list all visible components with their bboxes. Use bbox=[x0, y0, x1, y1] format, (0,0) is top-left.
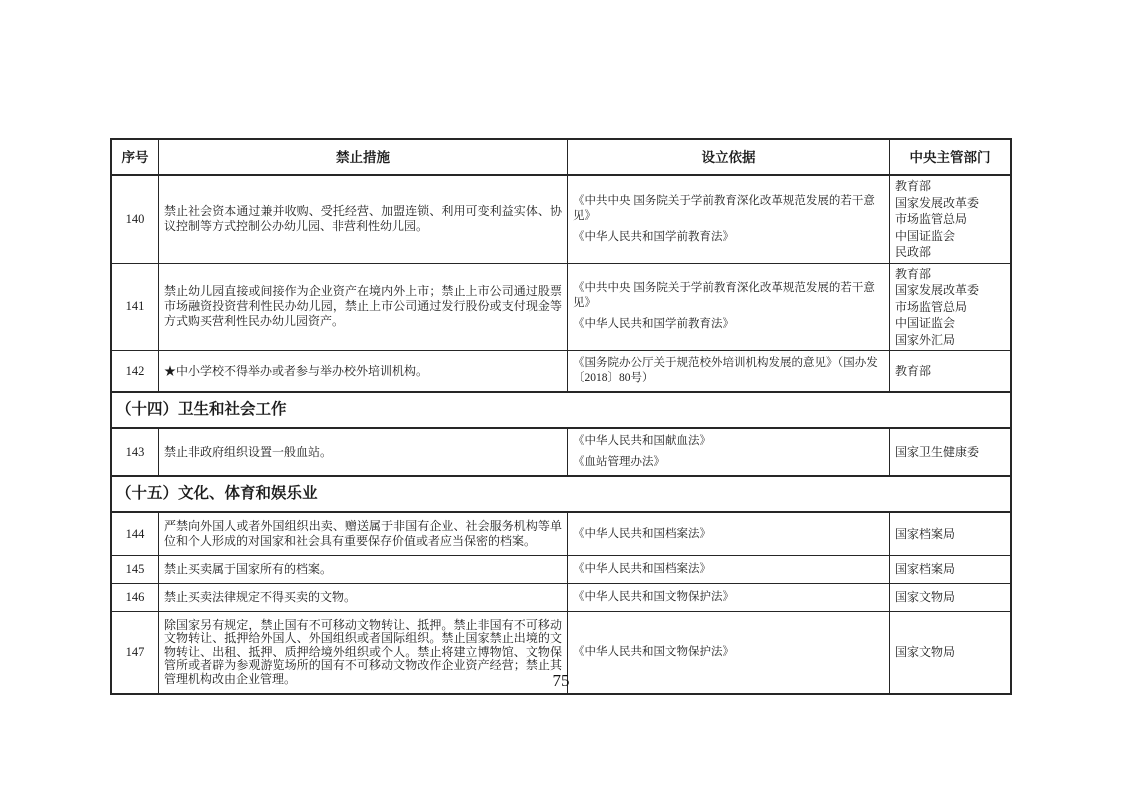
row-number: 142 bbox=[125, 363, 145, 378]
row-number: 145 bbox=[125, 562, 145, 576]
row-number: 146 bbox=[125, 590, 145, 604]
department-line: 中国证监会 bbox=[895, 228, 956, 243]
basis-line: 《中华人民共和国文物保护法》 bbox=[573, 646, 734, 658]
department-line: 国家档案局 bbox=[895, 562, 956, 577]
prohibition-measures-table bbox=[110, 138, 1012, 695]
table-row-142 bbox=[112, 350, 1010, 391]
department-line: 市场监管总局 bbox=[895, 299, 968, 314]
basis-cell bbox=[567, 351, 889, 391]
department-cell bbox=[889, 264, 1010, 351]
col-header-measure: 禁止措施 bbox=[158, 140, 567, 174]
department-cell bbox=[889, 584, 1010, 611]
col-header-basis: 设立依据 bbox=[567, 140, 889, 174]
row-number: 143 bbox=[125, 444, 145, 459]
department-cell bbox=[889, 556, 1010, 583]
department-line: 教育部 bbox=[895, 266, 932, 281]
measure-cell: 禁止买卖法律规定不得买卖的文物。 bbox=[158, 584, 567, 611]
basis-line: 《中华人民共和国档案法》 bbox=[573, 527, 711, 540]
table-row-146 bbox=[112, 583, 1010, 611]
basis-line: 《中共中央 国务院关于学前教育深化改革规范发展的若干意见》 bbox=[573, 282, 875, 310]
basis-line: 《血站管理办法》 bbox=[573, 456, 665, 468]
measure-cell: 禁止买卖属于国家所有的档案。 bbox=[158, 556, 567, 583]
department-line: 中国证监会 bbox=[895, 316, 956, 330]
department-cell bbox=[889, 513, 1010, 555]
table-row-143 bbox=[112, 427, 1010, 475]
row-number: 147 bbox=[125, 645, 145, 659]
table-row-140 bbox=[112, 174, 1010, 263]
measure-cell: 禁止非政府组织设置一般血站。 bbox=[158, 429, 567, 475]
basis-line: 《中华人民共和国献血法》 bbox=[573, 435, 711, 447]
department-line: 国家文物局 bbox=[895, 645, 956, 660]
department-line: 国家文物局 bbox=[895, 590, 956, 605]
department-cell bbox=[889, 351, 1010, 391]
department-line: 国家外汇局 bbox=[895, 332, 956, 347]
basis-cell bbox=[567, 556, 889, 583]
department-line: 市场监管总局 bbox=[895, 212, 968, 226]
section-header-row bbox=[112, 391, 1010, 427]
measure-cell: 除国家另有规定，禁止国有不可移动文物转让、抵押。禁止非国有不可移动文物转让、抵押给外国人、外国组织或者国际组织。禁止国家禁止出境的文物转让、出租、抵押、质押给境外组织或个人。禁止将建立博物馆、文物保管所或者辟为参观游览场所的国有不可移动文物改作企业资产经营；禁止其管理机构改由企业管理。 bbox=[158, 612, 567, 693]
department-cell bbox=[889, 176, 1010, 263]
basis-line: 《中共中央 国务院关于学前教育深化改革规范发展的若干意见》 bbox=[573, 194, 875, 222]
department-line: 教育部 bbox=[895, 179, 932, 193]
department-line: 民政部 bbox=[895, 245, 932, 259]
table-row-141 bbox=[112, 263, 1010, 351]
table-row-145 bbox=[112, 555, 1010, 583]
department-line: 教育部 bbox=[895, 363, 932, 378]
row-number: 141 bbox=[125, 299, 145, 314]
section-header-row bbox=[112, 475, 1010, 511]
basis-line: 《中华人民共和国学前教育法》 bbox=[573, 230, 734, 243]
basis-line: 《中华人民共和国文物保护法》 bbox=[573, 591, 734, 603]
table-header-row bbox=[112, 140, 1010, 174]
department-line: 国家发展改革委 bbox=[895, 195, 980, 210]
section-title: （十五）文化、体育和娱乐业 bbox=[116, 485, 318, 502]
basis-line: 《中华人民共和国档案法》 bbox=[573, 563, 711, 575]
measure-cell: ★中小学校不得举办或者参与举办校外培训机构。 bbox=[158, 351, 567, 391]
col-header-no: 序号 bbox=[121, 149, 149, 165]
basis-cell bbox=[567, 513, 889, 555]
measure-cell: 禁止社会资本通过兼并收购、受托经营、加盟连锁、利用可变利益实体、协议控制等方式控制公办幼儿园、非营利性幼儿园。 bbox=[158, 176, 567, 263]
basis-cell bbox=[567, 584, 889, 611]
row-number: 144 bbox=[125, 526, 145, 541]
measure-cell: 禁止幼儿园直接或间接作为企业资产在境内外上市；禁止上市公司通过股票市场融资投资营利性民办幼儿园，禁止上市公司通过发行股份或支付现金等方式购买营利性民办幼儿园资产。 bbox=[158, 264, 567, 351]
section-title: （十四）卫生和社会工作 bbox=[116, 401, 287, 418]
department-line: 国家档案局 bbox=[895, 526, 956, 541]
department-line: 国家卫生健康委 bbox=[895, 444, 980, 459]
department-cell bbox=[889, 429, 1010, 475]
basis-line: 《中华人民共和国学前教育法》 bbox=[573, 318, 734, 331]
basis-cell bbox=[567, 429, 889, 475]
basis-cell bbox=[567, 264, 889, 351]
page-number: 75 bbox=[552, 671, 570, 690]
measure-cell: 严禁向外国人或者外国组织出卖、赠送属于非国有企业、社会服务机构等单位和个人形成的对国家和社会具有重要保存价值或者应当保密的档案。 bbox=[158, 513, 567, 555]
department-line: 国家发展改革委 bbox=[895, 283, 980, 297]
table-row-144 bbox=[112, 511, 1010, 555]
basis-line: 《国务院办公厅关于规范校外培训机构发展的意见》（国办发〔2018〕80号） bbox=[573, 357, 878, 384]
col-header-department: 中央主管部门 bbox=[889, 140, 1010, 174]
row-number: 140 bbox=[125, 211, 145, 226]
basis-cell bbox=[567, 176, 889, 263]
